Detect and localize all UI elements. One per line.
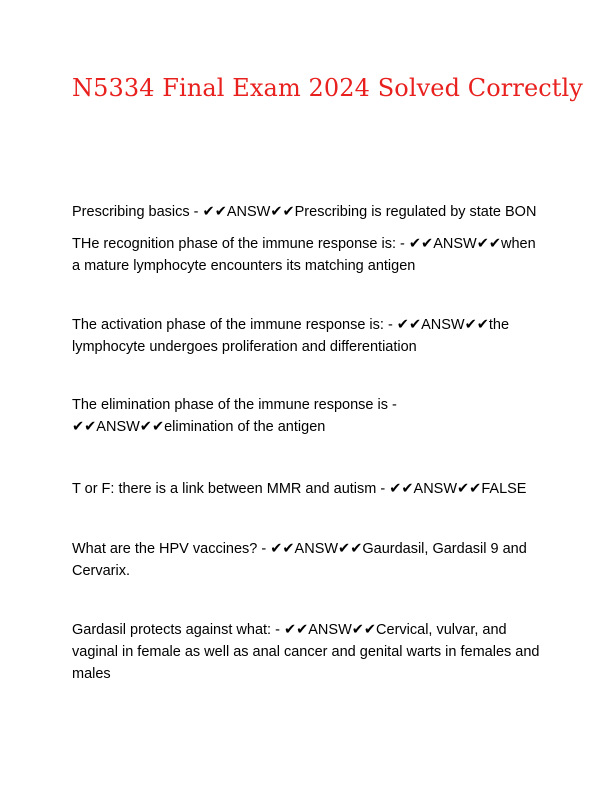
qa-item-activation-phase: The activation phase of the immune response is: - ✔✔ANSW✔✔the lymphocyte undergoes proliferation and differentiation	[72, 317, 510, 355]
qa-item-gardasil-protection: Gardasil protects against what: - ✔✔ANSW✔✔Cervical, vulvar, and vaginal in female as well as anal cancer and genital warts in females and males	[72, 622, 540, 682]
qa-item-recognition-phase: THe recognition phase of the immune response is: - ✔✔ANSW✔✔when a mature lymphocyte encounters its matching antigen	[72, 236, 536, 274]
document-title: N5334 Final Exam 2024 Solved Correctly	[72, 74, 583, 102]
qa-item-prescribing-basics: Prescribing basics - ✔✔ANSW✔✔Prescribing is regulated by state BON	[72, 204, 537, 220]
qa-item-elimination-phase: The elimination phase of the immune response is - ✔✔ANSW✔✔elimination of the antigen	[72, 397, 397, 435]
qa-item-mmr-autism: T or F: there is a link between MMR and autism - ✔✔ANSW✔✔FALSE	[72, 481, 527, 497]
qa-item-hpv-vaccines: What are the HPV vaccines? - ✔✔ANSW✔✔Gaurdasil, Gardasil 9 and Cervarix.	[72, 541, 527, 579]
